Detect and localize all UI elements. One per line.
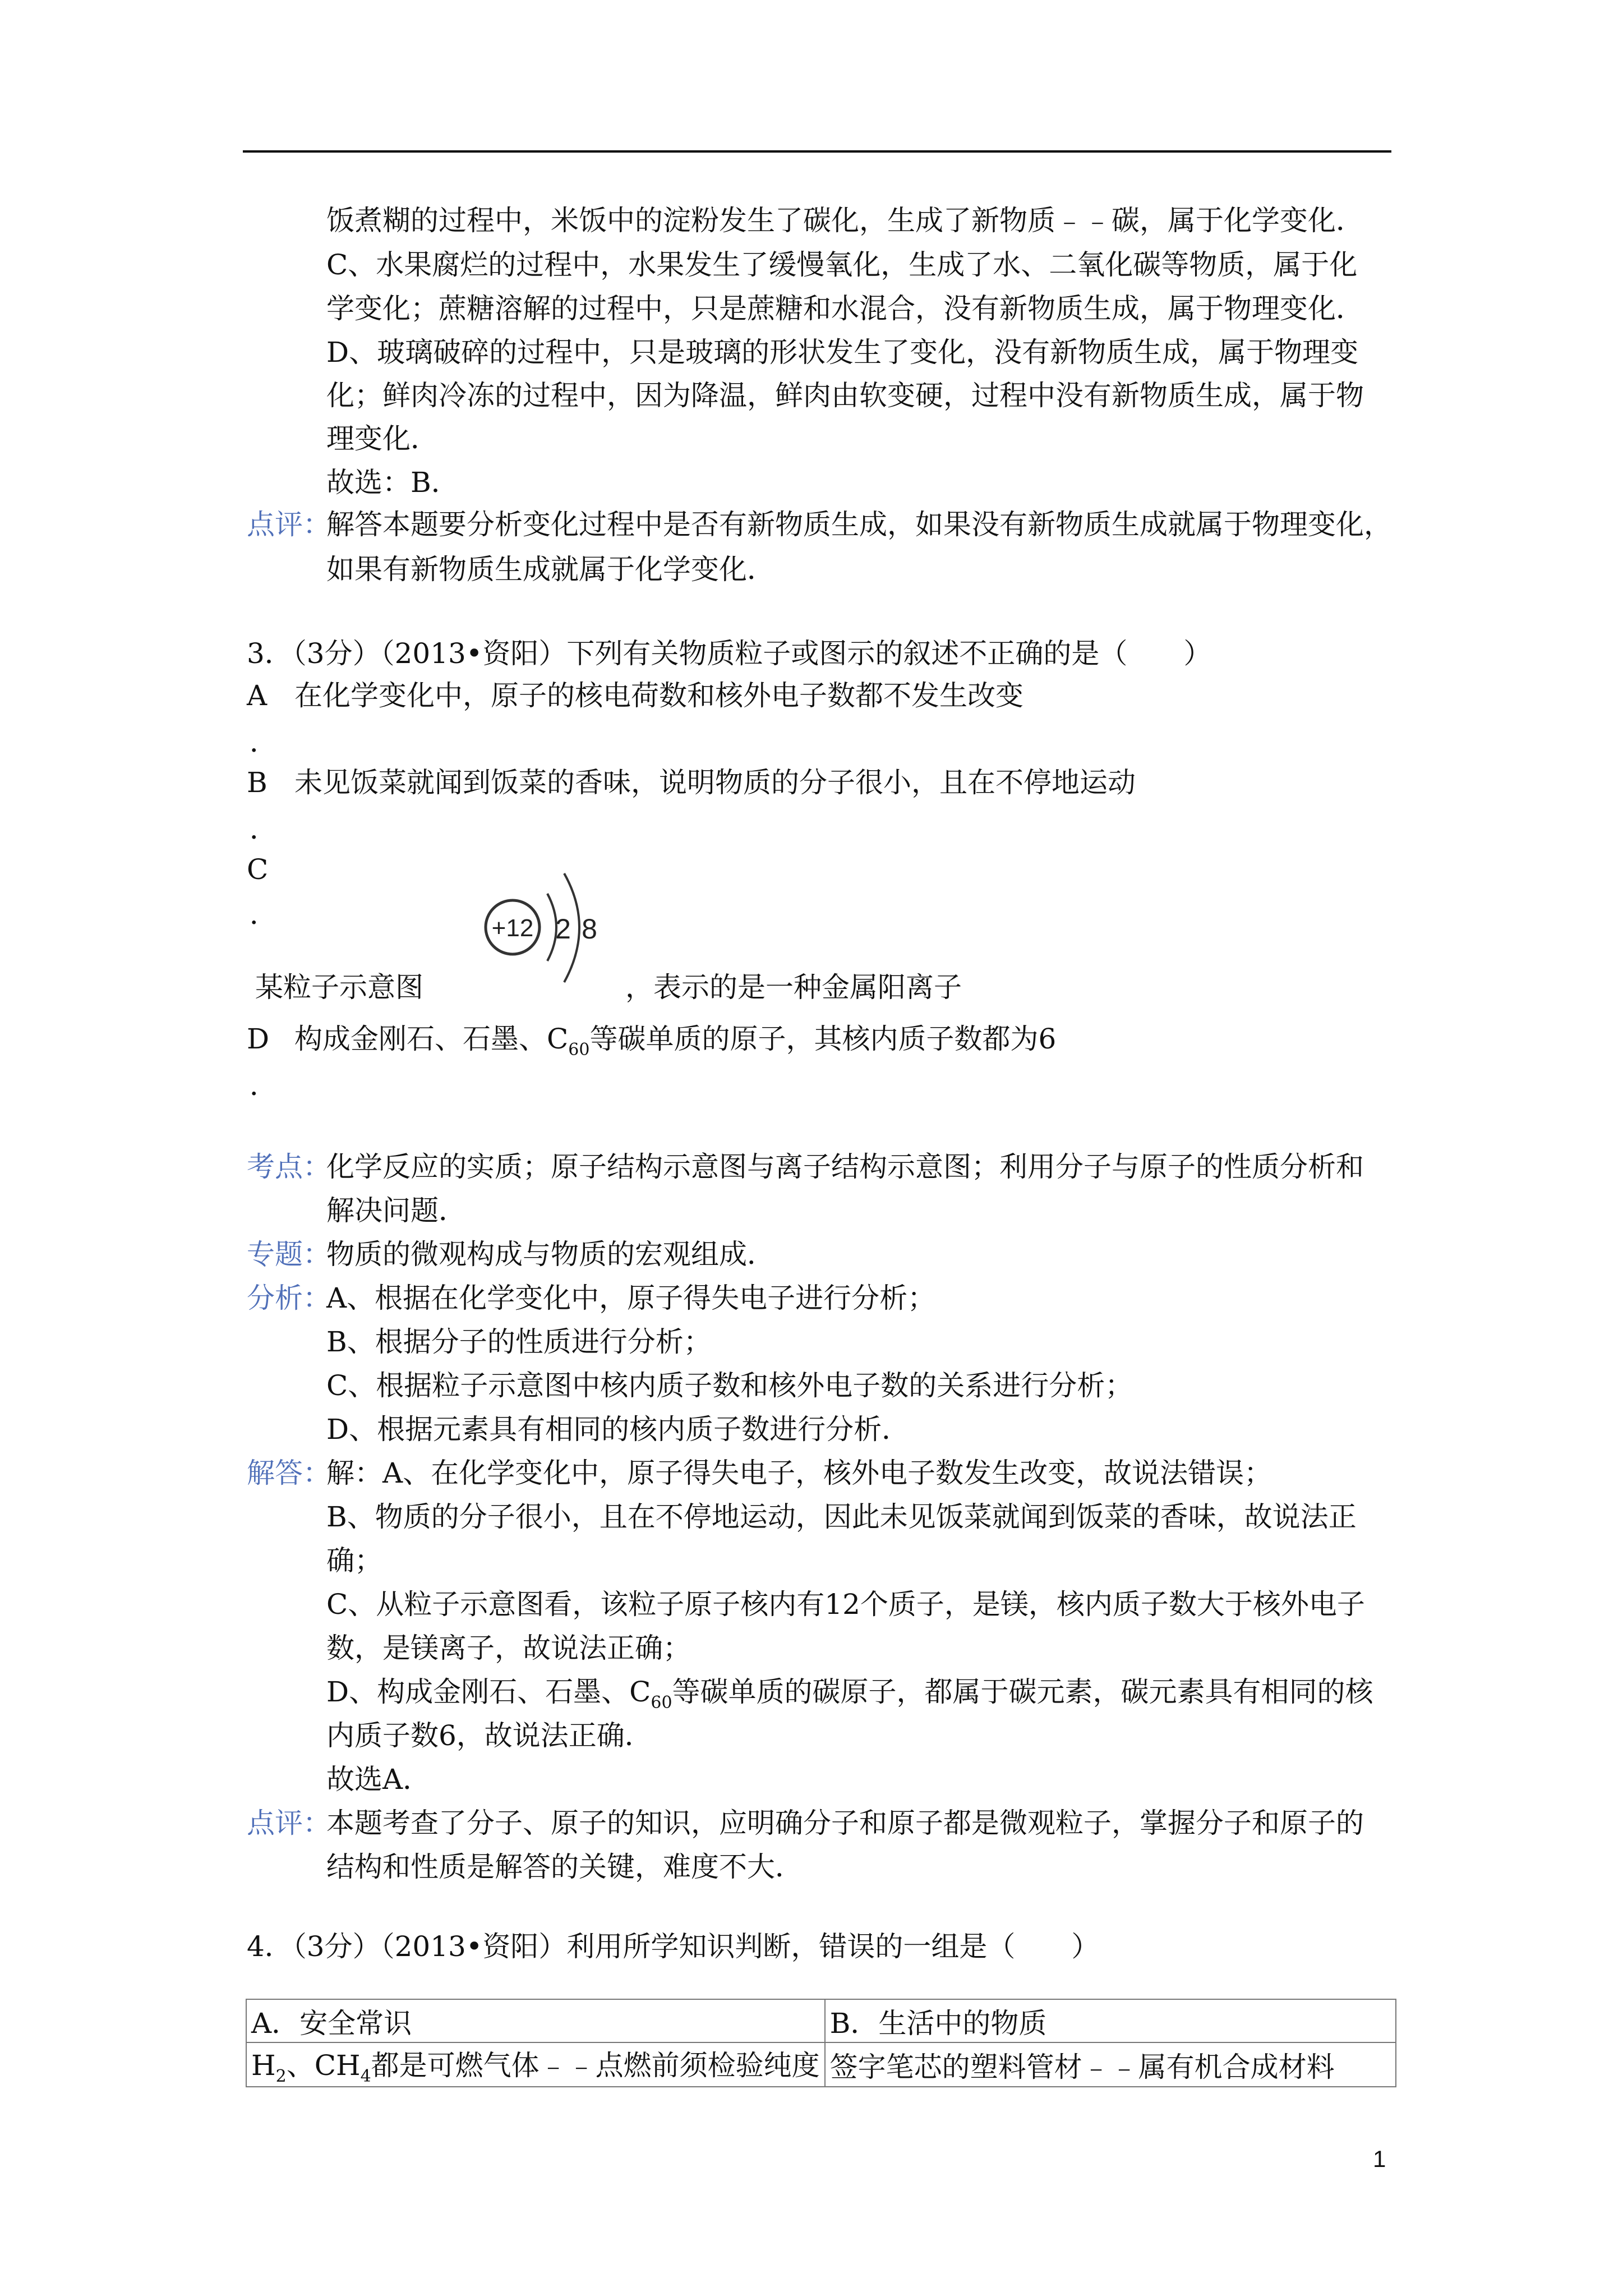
q3-dianping-line-1: 本题考查了分子、原子的知识，应明确分子和原子都是微观粒子，掌握分子和原子的 (326, 1807, 1364, 1839)
q3-jieda-c-2: 数，是镁离子，故说法正确； (326, 1632, 691, 1664)
q3-fenxi-d: D、根据元素具有相同的核内质子数进行分析． (326, 1413, 910, 1446)
q3-option-c-dot: ． (250, 898, 278, 931)
q3-jieda-d-sub: 60 (651, 1693, 672, 1713)
q2-comment-line-2: 如果有新物质生成就属于化学变化． (326, 553, 775, 586)
page-number: 1 (1373, 2146, 1386, 2172)
q3-option-a-dot: ． (250, 726, 278, 758)
cell-sub-1: 2 (275, 2067, 287, 2086)
shell-1-electrons: 2 (555, 913, 571, 945)
q3-fenxi-c: C、根据粒子示意图中核内质子数和核外电子数的关系进行分析； (326, 1369, 1133, 1402)
q3-option-b-dot: ． (250, 813, 278, 845)
q2-line-1: 饭煮糊的过程中，米饭中的淀粉发生了碳化，生成了新物质﹣﹣碳，属于化学变化． (326, 204, 1364, 237)
q3-jieda-d-2: 内质子数6，故说法正确． (326, 1719, 653, 1752)
cell-text-mid: 、CH (286, 2049, 361, 2082)
q3-jieda-d-pre: D、构成金刚石、石墨、C (326, 1676, 651, 1708)
q3-jieda-b-2: 确； (326, 1544, 382, 1577)
q2-line-3: 学变化；蔗糖溶解的过程中，只是蔗糖和水混合，没有新物质生成，属于物理变化． (326, 292, 1364, 325)
q3-jieda-answer: 故选A． (326, 1763, 431, 1796)
q2-line-6: 理变化． (326, 422, 439, 455)
nucleus-charge: +12 (491, 914, 534, 942)
table-row (246, 2042, 1396, 2087)
atom-structure-diagram (480, 850, 603, 990)
q3-option-d-pre: 构成金刚石、石墨、C (294, 1023, 569, 1055)
q4-table (246, 1999, 1396, 2087)
q3-option-d-sub: 60 (568, 1040, 590, 1060)
q3-dianping-line-2: 结构和性质是解答的关键，难度不大． (326, 1851, 803, 1883)
q3-kaodian-line-1: 化学反应的实质；原子结构示意图与离子结构示意图；利用分子与原子的性质分析和 (326, 1151, 1364, 1183)
shell-2-electrons: 8 (582, 913, 597, 945)
cell-sub-2: 4 (360, 2067, 371, 2086)
q3-jieda-a: 解：A、在化学变化中，原子得失电子，核外电子数发生改变，故说法错误； (326, 1457, 1272, 1489)
q3-jieda-d-post: 等碳单质的碳原子，都属于碳元素，碳元素具有相同的核 (672, 1676, 1373, 1708)
q4-table-cell-a1 (246, 2042, 825, 2087)
header-rule (243, 150, 1391, 153)
q3-fenxi-b: B、根据分子的性质进行分析； (326, 1326, 712, 1358)
q3-option-d-letter: D (247, 1023, 270, 1055)
q3-option-b: 未见饭菜就闻到饭菜的香味，说明物质的分子很小，且在不停地运动 (294, 766, 1136, 799)
q3-dianping-label: 点评： (247, 1807, 331, 1839)
q2-comment-label: 点评： (247, 508, 331, 541)
q3-jieda-c-1: C、从粒子示意图看，该粒子原子核内有12个质子，是镁，核内质子数大于核外电子 (326, 1588, 1365, 1621)
q3-stem: 3．（3分）（2013•资阳）下列有关物质粒子或图示的叙述不正确的是（ ） (247, 637, 1212, 670)
cell-text-pre: H (251, 2049, 276, 2082)
q3-fenxi-a: A、根据在化学变化中，原子得失电子进行分析； (326, 1282, 936, 1314)
q4-table-cell-b1: 签字笔芯的塑料管材﹣﹣属有机合成材料 (825, 2042, 1396, 2087)
q2-line-4: D、玻璃破碎的过程中，只是玻璃的形状发生了变化，没有新物质生成，属于物理变 (326, 336, 1359, 369)
q2-line-2: C、水果腐烂的过程中，水果发生了缓慢氧化，生成了水、二氧化碳等物质，属于化 (326, 249, 1358, 281)
q3-kaodian-label: 考点： (247, 1151, 331, 1183)
table-row (246, 1999, 1396, 2042)
q3-option-d-dot: ． (250, 1069, 278, 1102)
q3-option-b-letter: B (247, 766, 268, 799)
cell-text-post: 都是可燃气体﹣﹣点燃前须检验纯度 (371, 2049, 820, 2082)
q3-option-c-pre: 某粒子示意图 (255, 971, 423, 1004)
q3-option-d (294, 1016, 1056, 1073)
q3-option-a-letter: A (247, 679, 268, 712)
q2-comment-line-1: 解答本题要分析变化过程中是否有新物质生成，如果没有新物质生成就属于物理变化， (326, 508, 1392, 541)
q4-table-header-b: B．生活中的物质 (825, 1999, 1396, 2042)
q4-stem: 4．（3分）（2013•资阳）利用所学知识判断，错误的一组是（ ） (247, 1930, 1100, 1963)
q3-jieda-b-1: B、物质的分子很小，且在不停地运动，因此未见饭菜就闻到饭菜的香味，故说法正 (326, 1501, 1357, 1533)
q3-option-d-post: 等碳单质的原子，其核内质子数都为6 (589, 1023, 1057, 1055)
q3-option-c-letter: C (247, 853, 269, 886)
q3-fenxi-label: 分析： (247, 1282, 331, 1314)
q3-kaodian-line-2: 解决问题． (326, 1194, 467, 1227)
q3-option-c-post: ，表示的是一种金属阳离子 (625, 971, 962, 1004)
q2-line-5: 化；鲜肉冷冻的过程中，因为降温，鲜肉由软变硬，过程中没有新物质生成，属于物 (326, 379, 1364, 412)
q4-table-header-a: A．安全常识 (246, 1999, 825, 2042)
q3-jieda-label: 解答： (247, 1457, 331, 1489)
q2-answer: 故选：B． (326, 466, 459, 499)
q3-option-a: 在化学变化中，原子的核电荷数和核外电子数都不发生改变 (294, 679, 1023, 712)
q3-zhuanti-label: 专题： (247, 1238, 331, 1271)
q3-zhuanti: 物质的微观构成与物质的宏观组成． (326, 1238, 775, 1271)
